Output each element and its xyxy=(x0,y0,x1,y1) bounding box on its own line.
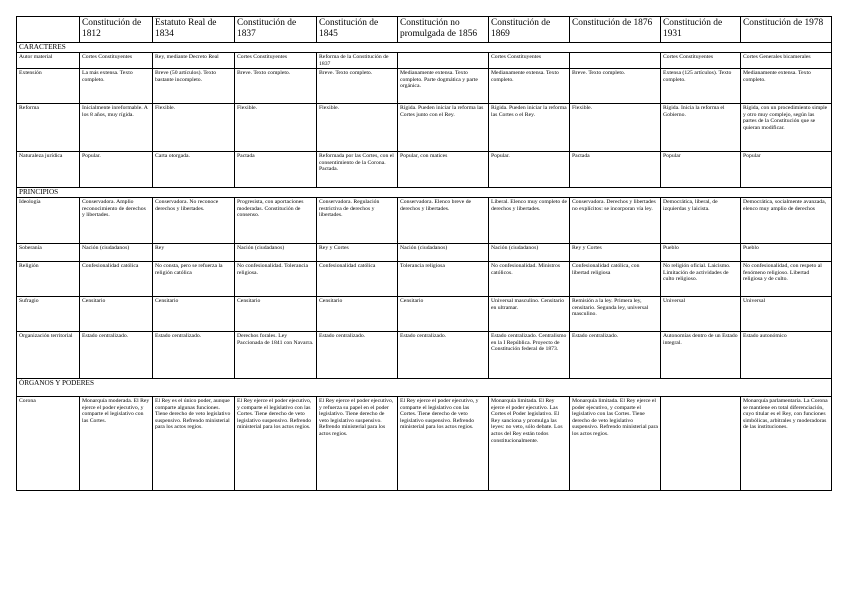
table-cell: Cortes Constituyentes xyxy=(80,53,153,69)
table-cell: Reformada por las Cortes, con el consentimiento de la Corona. Pactada. xyxy=(317,152,398,188)
table-cell: Nación (ciudadanos) xyxy=(489,244,570,262)
section-caracteres: CARACTERES xyxy=(17,43,832,53)
header-corner xyxy=(17,17,80,43)
table-cell: Censitario xyxy=(80,297,153,332)
table-cell: Autonomías dentro de un Estado integral. xyxy=(661,332,741,379)
table-cell: Censitario xyxy=(235,297,317,332)
table-cell xyxy=(570,53,661,69)
table-cell: Pactada xyxy=(570,152,661,188)
table-cell: Extensa (125 artículos). Texto completo. xyxy=(661,69,741,104)
header-1812: Constitución de 1812 xyxy=(80,17,153,43)
table-cell: Democrática, liberal, de izquierdas y laicista. xyxy=(661,198,741,244)
table-cell: Estado centralizado. xyxy=(80,332,153,379)
table-cell: Remisión a la ley. Primera ley, censitario. Segunda ley, universal masculino. xyxy=(570,297,661,332)
table-cell: Conservadora. No reconoce derechos y libertades. xyxy=(153,198,235,244)
table-cell: Confesionalidad católica xyxy=(80,262,153,297)
section-row-principios xyxy=(17,188,832,198)
table-cell: Monarquía moderada. El Rey ejerce el poder ejecutivo, y comparte el legislativo con las Cortes. xyxy=(80,397,153,491)
table-row-corona xyxy=(17,397,832,491)
table-cell: Rígida. Pueden iniciar la reforma las Cortes junto con el Rey. xyxy=(398,104,489,152)
header-1856: Constitución no promulgada de 1856 xyxy=(398,17,489,43)
table-cell: Inicialmente inreformable. A los 8 años, muy rígida. xyxy=(80,104,153,152)
table-cell: Estado autonómico xyxy=(741,332,832,379)
table-cell: Cortes Constituyentes xyxy=(489,53,570,69)
table-cell: No confesionalidad. Tolerancia religiosa. xyxy=(235,262,317,297)
row-label-reforma: Reforma xyxy=(17,104,80,152)
table-cell: Cortes Constituyentes xyxy=(661,53,741,69)
table-cell: Rey y Cortes xyxy=(317,244,398,262)
header-1931: Constitución de 1931 xyxy=(661,17,741,43)
table-cell: No consta, pero se refuerza la religión católica xyxy=(153,262,235,297)
table-cell: Breve. Texto completo. xyxy=(317,69,398,104)
row-label-ideologia: Ideología xyxy=(17,198,80,244)
section-row-caracteres xyxy=(17,43,832,53)
table-cell: Censitario xyxy=(153,297,235,332)
table-cell: Universal xyxy=(661,297,741,332)
table-cell: Popular xyxy=(741,152,832,188)
table-cell: Rey, mediante Decreto Real xyxy=(153,53,235,69)
table-cell: Rígida. Pueden iniciar la reforma las Cortes o el Rey. xyxy=(489,104,570,152)
table-row-sufragio xyxy=(17,297,832,332)
row-label-religion: Religión xyxy=(17,262,80,297)
table-cell: Nación (ciudadanos) xyxy=(235,244,317,262)
table-cell: Estado centralizado. xyxy=(398,332,489,379)
table-cell: Rey xyxy=(153,244,235,262)
table-row-autor xyxy=(17,53,832,69)
table-cell: Democrática, socialmente avanzada, elenco muy amplio de derechos xyxy=(741,198,832,244)
table-cell xyxy=(398,53,489,69)
table-row-organizacion xyxy=(17,332,832,379)
table-cell: No confesionalidad, con respeto al fenómeno religioso. Libertad religiosa y de culto. xyxy=(741,262,832,297)
table-cell: Cortes Constituyentes xyxy=(235,53,317,69)
table-cell: Estado centralizado. Centralismo en la I República. Proyecto de Constitución federal de 1873. xyxy=(489,332,570,379)
table-row-religion xyxy=(17,262,832,297)
header-1869: Constitución de 1869 xyxy=(489,17,570,43)
header-1845: Constitución de 1845 xyxy=(317,17,398,43)
table-cell: Liberal. Elenco muy completo de derechos y libertades. xyxy=(489,198,570,244)
table-cell: Pactada xyxy=(235,152,317,188)
row-label-sufragio: Sufragio xyxy=(17,297,80,332)
table-cell: Flexible. xyxy=(235,104,317,152)
table-cell: Tolerancia religiosa xyxy=(398,262,489,297)
table-row-ideologia xyxy=(17,198,832,244)
section-organos: ÓRGANOS Y PODERES xyxy=(17,379,832,397)
table-cell: Popular. xyxy=(489,152,570,188)
table-cell: Monarquía parlamentaria. La Corona se mantiene en total diferenciación, cuyo titular es el Rey, con funciones simbólicas, arbitrales y moderadoras de las instituciones. xyxy=(741,397,832,491)
header-1978: Constitución de 1978 xyxy=(741,17,832,43)
table-cell: Flexible. xyxy=(570,104,661,152)
table-cell: Pueblo xyxy=(741,244,832,262)
header-1834: Estatuto Real de 1834 xyxy=(153,17,235,43)
table-cell: Nación (ciudadanos) xyxy=(398,244,489,262)
table-row-reforma xyxy=(17,104,832,152)
table-cell: Popular xyxy=(661,152,741,188)
table-row-extension xyxy=(17,69,832,104)
table-cell: Monarquía limitada. El Rey ejerce el poder ejecutivo, y comparte el legislativo con las Cortes. Tiene derecho de veto legislativo suspensivo. Refrendo ministerial para los actos regios. xyxy=(570,397,661,491)
table-cell: Breve (50 artículos). Texto bastante incompleto. xyxy=(153,69,235,104)
table-cell: Conservadora. Regulación restrictiva de derechos y libertades. xyxy=(317,198,398,244)
table-cell: Popular, con matices xyxy=(398,152,489,188)
table-cell: Universal masculino. Censitario en ultramar. xyxy=(489,297,570,332)
table-cell: El Rey ejerce el poder ejecutivo, y comparte el legislativo con las Cortes. Tiene derecho de veto legislativo suspensivo. Refrendo ministerial para los actos regios. xyxy=(398,397,489,491)
table-cell: Carta otorgada. xyxy=(153,152,235,188)
table-cell: Popular. xyxy=(80,152,153,188)
row-label-naturaleza: Naturaleza jurídica xyxy=(17,152,80,188)
table-cell: Reforma de la Constitución de 1837 xyxy=(317,53,398,69)
table-cell: Rígida, con un procedimiento simple y otro muy complejo, según las partes de la Constitución que se quieran modificar. xyxy=(741,104,832,152)
table-cell: Breve. Texto completo. xyxy=(570,69,661,104)
table-cell: No religión oficial. Laicismo. Limitación de actividades de culto religioso. xyxy=(661,262,741,297)
row-label-extension: Extensión xyxy=(17,69,80,104)
table-cell: Estado centralizado. xyxy=(570,332,661,379)
row-label-organizacion: Organización territorial xyxy=(17,332,80,379)
table-cell: Nación (ciudadanos) xyxy=(80,244,153,262)
table-cell: Pueblo xyxy=(661,244,741,262)
table-cell: Universal xyxy=(741,297,832,332)
table-cell: No confesionalidad. Ministros católicos. xyxy=(489,262,570,297)
table-cell: Derechos forales. Ley Paccionada de 1841 con Navarra. xyxy=(235,332,317,379)
table-cell: Censitario xyxy=(398,297,489,332)
table-cell: Conservadora. Elenco breve de derechos y libertades. xyxy=(398,198,489,244)
table-cell: El Rey ejerce el poder ejecutivo, y comparte el legislativo con las Cortes. Tiene derecho de veto legislativo suspensivo. Refrendo ministerial para los actos regios. xyxy=(235,397,317,491)
table-cell: Medianamente extensa. Texto completo. Parte dogmática y parte orgánica. xyxy=(398,69,489,104)
table-cell: Rígida. Inicia la reforma el Gobierno. xyxy=(661,104,741,152)
table-cell: Confesionalidad católica xyxy=(317,262,398,297)
table-cell: Estado centralizado. xyxy=(153,332,235,379)
table-cell: Cortes Generales bicamerales xyxy=(741,53,832,69)
section-row-organos xyxy=(17,379,832,397)
table-cell: Flexible. xyxy=(153,104,235,152)
table-cell: Confesionalidad católica, con libertad religiosa xyxy=(570,262,661,297)
table-row-naturaleza xyxy=(17,152,832,188)
table-cell: Medianamente extensa. Texto completo. xyxy=(489,69,570,104)
table-cell: El Rey es el único poder, aunque comparte algunas funciones. Tiene derecho de veto legislativo suspensivo. Refrendo ministerial para los actos regios. xyxy=(153,397,235,491)
table-cell: Estado centralizado. xyxy=(317,332,398,379)
table-cell: Breve. Texto completo. xyxy=(235,69,317,104)
table-cell: Flexible. xyxy=(317,104,398,152)
table-cell: Conservadora. Amplio reconocimiento de derechos y libertades. xyxy=(80,198,153,244)
table-cell: Medianamente extensa. Texto completo. xyxy=(741,69,832,104)
table-cell: El Rey ejerce el poder ejecutivo, y refuerza su papel en el poder legislativo. Tiene derecho de veto legislativo suspensivo. Refrendo ministerial para los actos regios. xyxy=(317,397,398,491)
header-1837: Constitución de 1837 xyxy=(235,17,317,43)
row-label-autor: Autor material xyxy=(17,53,80,69)
table-cell: La más extensa. Texto completo. xyxy=(80,69,153,104)
table-cell: Rey y Cortes xyxy=(570,244,661,262)
table-cell: Monarquía limitada. El Rey ejerce el poder ejecutivo. Las Cortes el Poder legislativo. El Rey sanciona y promulga las leyes: no veto, sólo debate. Los actos del Rey están todos constitucionalmente. xyxy=(489,397,570,491)
table-cell xyxy=(661,397,741,491)
section-principios: PRINCIPIOS xyxy=(17,188,832,198)
row-label-soberania: Soberanía xyxy=(17,244,80,262)
header-1876: Constitución de 1876 xyxy=(570,17,661,43)
table-cell: Conservadora. Derechos y libertades no explícitos: se incorporan vía ley. xyxy=(570,198,661,244)
table-cell: Progresista, con aportaciones moderadas. Constitución de consenso. xyxy=(235,198,317,244)
table-cell: Censitario xyxy=(317,297,398,332)
table-row-soberania xyxy=(17,244,832,262)
constitutions-comparison-table xyxy=(16,16,832,491)
header-row xyxy=(17,17,832,43)
row-label-corona: Corona xyxy=(17,397,80,491)
